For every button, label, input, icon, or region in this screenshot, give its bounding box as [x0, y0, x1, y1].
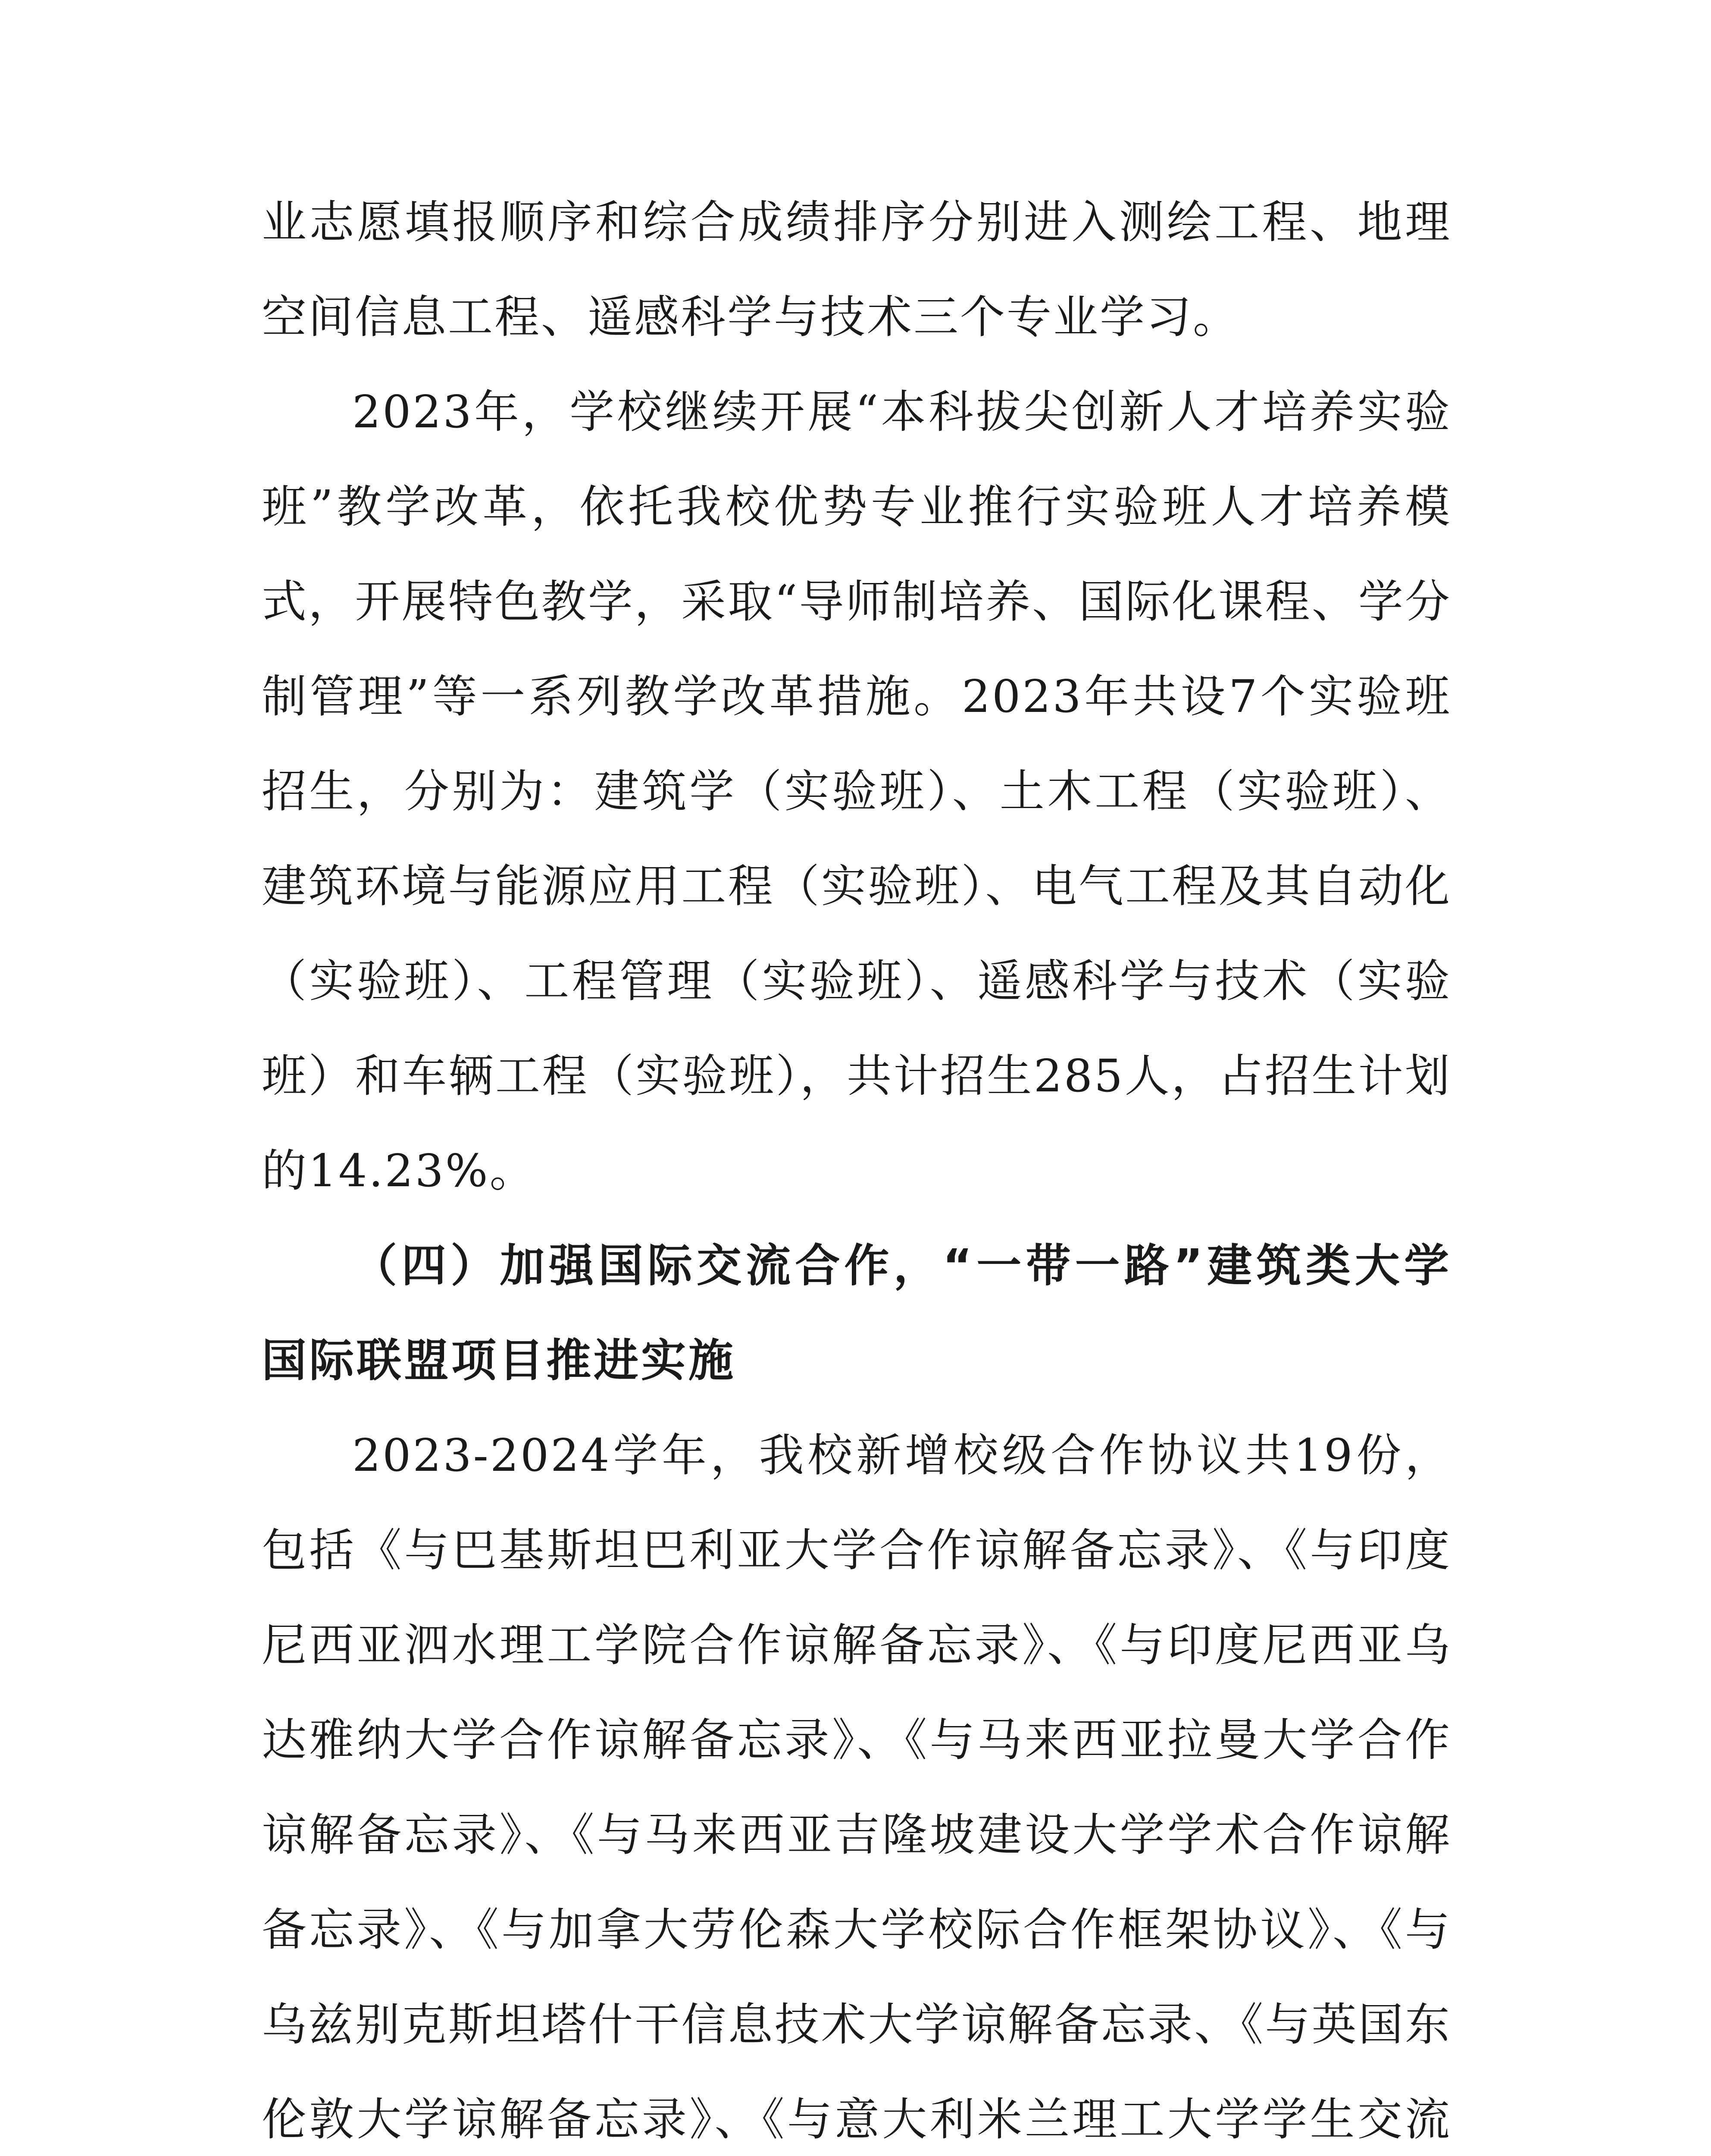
- paragraph-experimental-classes: 2023年，学校继续开展“本科拔尖创新人才培养实验班”教学改革，依托我校优势专业推行实验班人才培养模式，开展特色教学，采取“导师制培养、国际化课程、学分制管理”等一系列教学改革措施。2023年共设7个实验班招生，分别为：建筑学（实验班）、土木工程（实验班）、建筑环境与能源应用工程（实验班）、电气工程及其自动化（实验班）、工程管理（实验班）、遥感科学与技术（实验班）和车辆工程（实验班），共计招生285人，占招生计划的14.23%。: [262, 385, 1451, 1197]
- paragraph-continued: 业志愿填报顺序和综合成绩排序分别进入测绘工程、地理空间信息工程、遥感科学与技术三个专业学习。: [262, 196, 1451, 343]
- page-body: [262, 175, 1451, 2156]
- paragraph-cooperation-agreements: 2023-2024学年，我校新增校级合作协议共19份，包括《与巴基斯坦巴利亚大学合作谅解备忘录》、《与印度尼西亚泗水理工学院合作谅解备忘录》、《与印度尼西亚乌达雅纳大学合作谅解备忘录》、《与马来西亚拉曼大学合作谅解备忘录》、《与马来西亚吉隆坡建设大学学术合作谅解备忘录》、《与加拿大劳伦森大学校际合作框架协议》、《与乌兹别克斯坦塔什干信息技术大学谅解备忘录、《与英国东伦敦大学谅解备忘录》、《与意大利米兰理工大学学生交流: [262, 1429, 1451, 2146]
- section-heading-international-cooperation: （四）加强国际交流合作，“一带一路”建筑类大学国际联盟项目推进实施: [262, 1239, 1451, 1387]
